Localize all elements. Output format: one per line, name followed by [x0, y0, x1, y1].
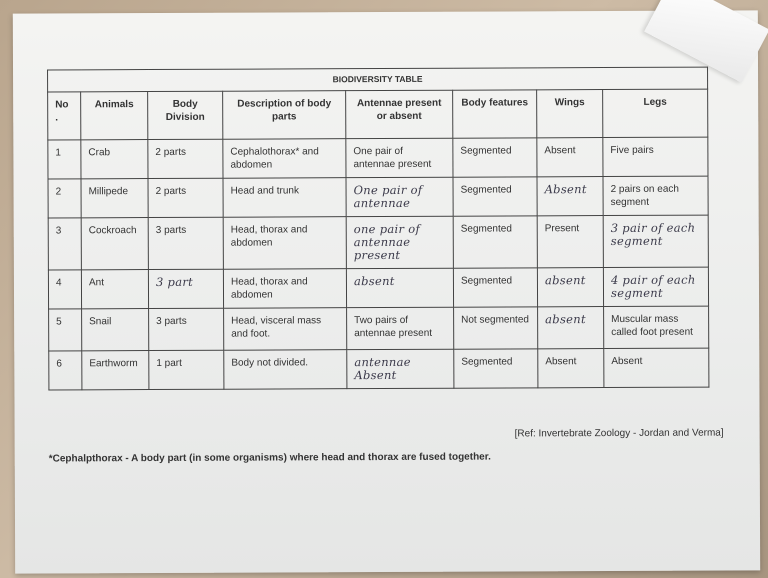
- cell-wings-handwritten: absent: [537, 268, 603, 307]
- cell-no: 6: [49, 351, 82, 390]
- cell-legs: Five pairs: [603, 137, 708, 176]
- cell-division: 3 parts: [149, 308, 224, 350]
- cell-legs-handwritten: 3 pair of each segment: [603, 215, 708, 267]
- paper-sheet: [13, 10, 760, 573]
- cell-antennae-handwritten: antennae Absent: [347, 349, 454, 388]
- cell-division: 2 parts: [148, 139, 223, 178]
- reference-citation: [Ref: Invertebrate Zoology - Jordan and Verma]: [514, 427, 724, 440]
- cell-features: Not segmented: [454, 307, 538, 349]
- cell-legs-handwritten: 4 pair of each segment: [603, 267, 708, 306]
- footnote: *Cephalpthorax - A body part (in some organisms) where head and thorax are fused together.: [48, 451, 491, 465]
- cell-wings: Absent: [538, 349, 604, 388]
- cell-description: Head, thorax and abdomen: [223, 217, 346, 270]
- cell-no: 5: [49, 309, 82, 351]
- header-description: Description of body parts: [223, 91, 346, 140]
- table-row: [49, 348, 709, 390]
- cell-description: Cephalothorax* and abdomen: [223, 139, 346, 179]
- cell-antennae-handwritten: absent: [346, 268, 453, 307]
- table-row: [49, 306, 709, 351]
- cell-division: 2 parts: [148, 178, 223, 217]
- header-animals: Animals: [81, 92, 148, 140]
- cell-features: Segmented: [453, 216, 537, 268]
- cell-animal: Ant: [81, 270, 148, 309]
- cell-division-handwritten: 3 part: [148, 269, 223, 308]
- cell-animal: Cockroach: [81, 218, 148, 270]
- cell-division: 1 part: [149, 350, 224, 389]
- cell-legs: Absent: [604, 348, 709, 387]
- table-title: BIODIVERSITY TABLE: [48, 67, 708, 92]
- cell-features: Segmented: [453, 177, 537, 216]
- biodiversity-table: [47, 67, 709, 391]
- cell-description: Head, thorax and abdomen: [223, 269, 346, 309]
- cell-animal: Millipede: [81, 179, 148, 218]
- cell-features: Segmented: [453, 268, 537, 307]
- cell-division: 3 parts: [148, 217, 223, 269]
- cell-animal: Snail: [82, 309, 149, 351]
- cell-features: Segmented: [454, 349, 538, 388]
- header-body-features: Body features: [453, 90, 537, 138]
- cell-description: Body not divided.: [224, 350, 347, 390]
- cell-antennae: One pair of antennae present: [346, 138, 453, 177]
- cell-antennae-handwritten: one pair of antennae present: [346, 216, 453, 268]
- cell-antennae: Two pairs of antennae present: [347, 307, 454, 349]
- cell-animal: Earthworm: [82, 351, 149, 390]
- cell-no: 3: [48, 218, 81, 270]
- cell-description: Head and trunk: [223, 178, 346, 218]
- table-row: [48, 215, 708, 270]
- cell-wings-handwritten: Absent: [537, 177, 603, 216]
- cell-no: 4: [48, 270, 81, 309]
- cell-features: Segmented: [453, 138, 537, 177]
- cell-description: Head, visceral mass and foot.: [224, 308, 347, 351]
- cell-legs: 2 pairs on each segment: [603, 176, 708, 215]
- header-body-division: Body Division: [148, 91, 223, 139]
- cell-no: 1: [48, 140, 81, 179]
- header-legs: Legs: [603, 89, 708, 137]
- header-no: No .: [48, 92, 81, 140]
- table-row: [48, 267, 708, 309]
- cell-antennae-handwritten: One pair of antennae: [346, 177, 453, 216]
- cell-legs: Muscular mass called foot present: [604, 306, 709, 348]
- cell-wings: Absent: [537, 138, 603, 177]
- cell-animal: Crab: [81, 140, 148, 179]
- header-wings: Wings: [537, 90, 603, 138]
- cell-wings: Present: [537, 216, 603, 268]
- header-row: [48, 89, 708, 140]
- header-antennae: Antennae present or absent: [346, 90, 453, 138]
- cell-no: 2: [48, 179, 81, 218]
- cell-wings-handwritten: absent: [538, 307, 604, 349]
- table-row: [48, 176, 708, 218]
- table-row: [48, 137, 708, 179]
